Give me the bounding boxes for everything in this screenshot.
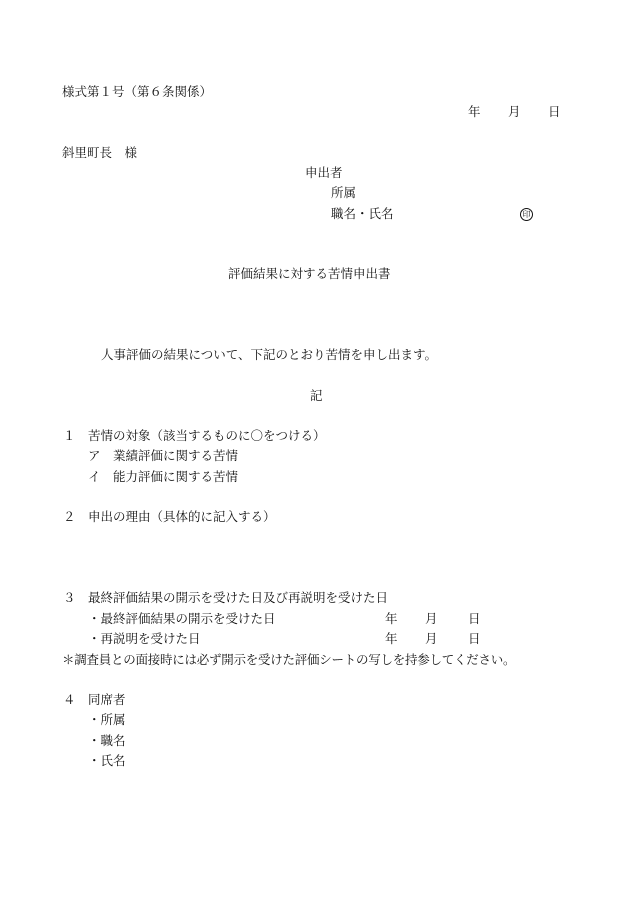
addressee: 斜里町長 様 [62,145,138,160]
section3-item1-year: 年 [385,611,398,626]
section1-number: １ [63,428,76,443]
section4-item-name: ・氏名 [88,753,126,768]
section3-item2-day: 日 [468,631,481,646]
section1-heading: 苦情の対象（該当するものに〇をつける） [88,428,326,443]
section3-item-disclosure-date: ・最終評価結果の開示を受けた日 [88,611,276,626]
section2-number: ２ [63,509,76,524]
section3-item-reexplanation-date: ・再説明を受けた日 [88,631,201,646]
date-day-label: 日 [548,104,561,119]
section3-item2-month: 月 [425,631,438,646]
section4-heading: 同席者 [88,692,126,707]
section4-item-position: ・職名 [88,733,126,748]
section1-option-b: イ 能力評価に関する苦情 [88,469,239,484]
ki-heading: 記 [310,388,323,403]
section3-item1-month: 月 [425,611,438,626]
section2-heading: 申出の理由（具体的に記入する） [88,509,276,524]
section4-item-affiliation: ・所属 [88,712,126,727]
section4-number: ４ [63,692,76,707]
date-year-label: 年 [468,104,481,119]
section3-item1-day: 日 [468,611,481,626]
date-month-label: 月 [508,104,521,119]
section3-note: ＊調査員との面接時には必ず開示を受けた評価シートの写しを持参してください。 [62,652,516,667]
applicant-heading: 申出者 [305,165,343,180]
intro-sentence: 人事評価の結果について、下記のとおり苦情を申し出ます。 [101,347,438,362]
seal-mark-icon: 印 [520,208,533,221]
applicant-affiliation-label: 所属 [331,185,357,200]
document-title: 評価結果に対する苦情申出書 [228,266,391,281]
section3-item2-year: 年 [385,631,398,646]
form-label: 様式第１号（第６条関係） [62,84,213,99]
section3-heading: 最終評価結果の開示を受けた日及び再説明を受けた日 [88,590,389,605]
section3-number: ３ [63,590,76,605]
section1-option-a: ア 業績評価に関する苦情 [88,448,239,463]
applicant-position-name-label: 職名・氏名 [331,206,394,221]
